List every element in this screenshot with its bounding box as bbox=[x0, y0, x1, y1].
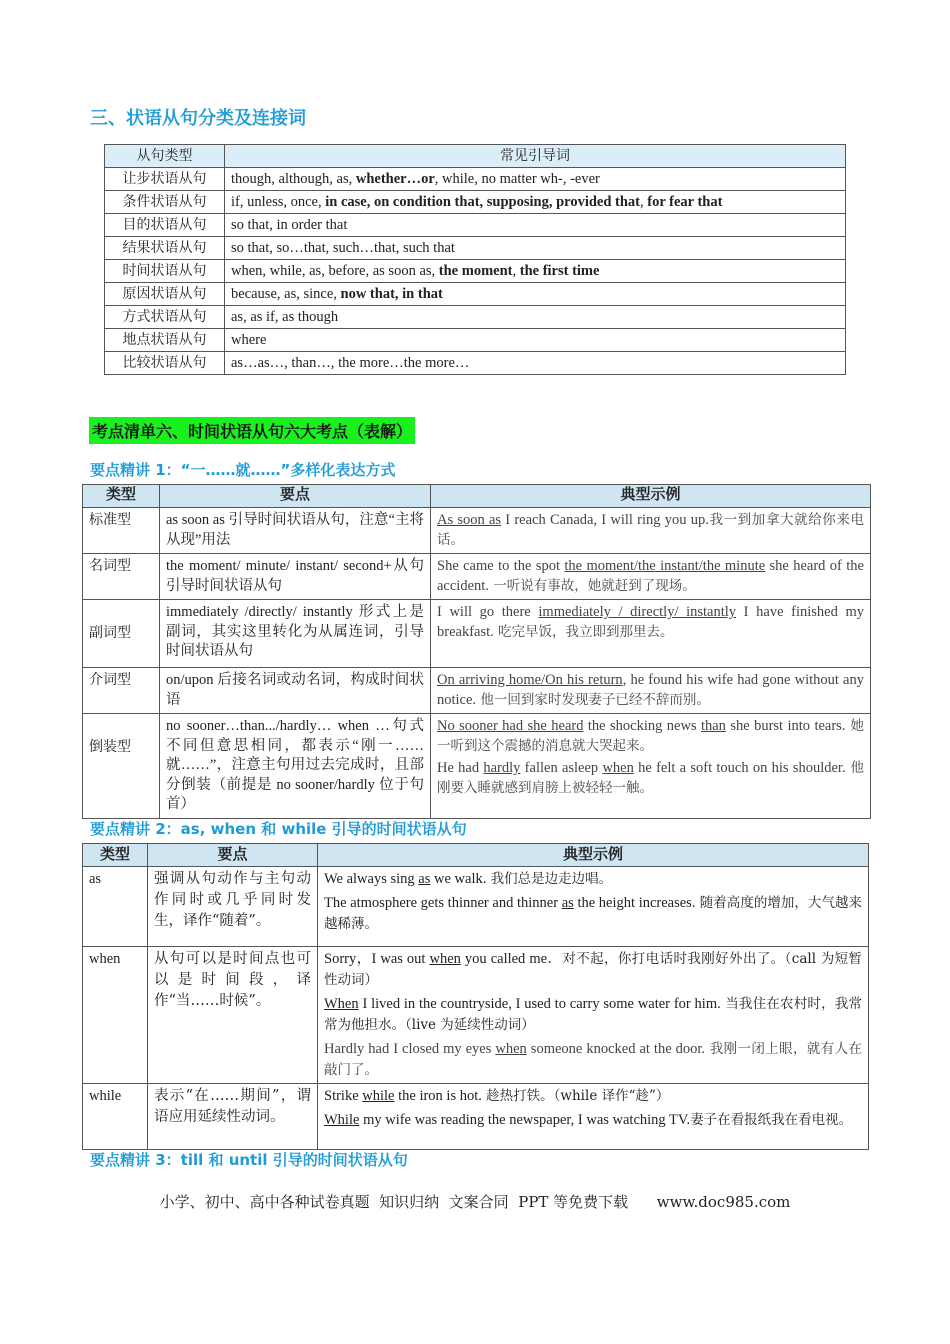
highlighted-section-title: 考点清单六、时间状语从句六大考点（表解） bbox=[89, 417, 415, 444]
connectors: as…as…, than…, the more…the more… bbox=[225, 352, 846, 375]
example-sentence: We always sing as we walk. 我们总是边走边唱。 bbox=[324, 871, 613, 887]
table-row bbox=[105, 168, 846, 191]
clause-type: 目的状语从句 bbox=[105, 214, 225, 237]
point2-title: 要点精讲 2：as, when 和 while 引导的时间状语从句 bbox=[90, 820, 467, 838]
row-example: As soon as I reach Canada, I will ring you up.我一到加拿大就给你来电话。 bbox=[431, 508, 871, 554]
row-example: She came to the spot the moment/the instant/the minute she heard of the accident. 一听说有事故，她就赶到了现场。 bbox=[431, 554, 871, 600]
connectors: if, unless, once, in case, on condition that, supposing, provided that, for fear that bbox=[225, 191, 846, 214]
row-type: 介词型 bbox=[83, 668, 160, 714]
connectors: as, as if, as though bbox=[225, 306, 846, 329]
row-type: when bbox=[83, 947, 148, 1084]
col-header-type: 类型 bbox=[83, 844, 148, 867]
row-type: 副词型 bbox=[83, 600, 160, 668]
col-header-point: 要点 bbox=[148, 844, 318, 867]
example-sentence: Strike while the iron is hot. 趁热打铁。（while 译作“趁”） bbox=[324, 1088, 670, 1104]
table-row bbox=[83, 508, 871, 554]
table-row bbox=[105, 306, 846, 329]
col-header-connectors: 常见引导词 bbox=[225, 145, 846, 168]
example-sentence: He had hardly fallen asleep when he felt a soft touch on his shoulder. 他刚要入睡就感到肩膀上被轻轻一触。 bbox=[437, 760, 865, 796]
col-header-type: 从句类型 bbox=[105, 145, 225, 168]
row-point: 从句可以是时间点也可以是时间段，译作“当……时候”。 bbox=[148, 947, 318, 1084]
point1-table bbox=[82, 484, 871, 819]
connectors: where bbox=[225, 329, 846, 352]
row-type: 倒装型 bbox=[83, 714, 160, 819]
clause-type: 地点状语从句 bbox=[105, 329, 225, 352]
point2-table bbox=[82, 843, 869, 1150]
connectors: so that, in order that bbox=[225, 214, 846, 237]
connectors: when, while, as, before, as soon as, the moment, the first time bbox=[225, 260, 846, 283]
row-example bbox=[318, 1084, 869, 1150]
table-row bbox=[105, 352, 846, 375]
connectors: so that, so…that, such…that, such that bbox=[225, 237, 846, 260]
row-type: as bbox=[83, 867, 148, 947]
table-row bbox=[83, 867, 869, 947]
clause-type: 条件状语从句 bbox=[105, 191, 225, 214]
section-title: 三、状语从句分类及连接词 bbox=[90, 108, 306, 129]
table-header-row bbox=[83, 844, 869, 867]
row-point: as soon as 引导时间状语从句，注意“主将从现”用法 bbox=[160, 508, 431, 554]
page-footer: 小学、初中、高中各种试卷真题 知识归纳 文案合同 PPT 等免费下载 www.doc985.com bbox=[159, 1193, 791, 1211]
table-row bbox=[105, 237, 846, 260]
row-example: I will go there immediately / directly/ instantly I have finished my breakfast. 吃完早饭，我立即到那里去。 bbox=[431, 600, 871, 668]
table-row bbox=[105, 214, 846, 237]
table-row bbox=[83, 600, 871, 668]
example-sentence: While my wife was reading the newspaper, I was watching TV.妻子在看报纸我在看电视。 bbox=[324, 1112, 853, 1128]
table-row bbox=[105, 283, 846, 306]
clause-type: 时间状语从句 bbox=[105, 260, 225, 283]
clause-type: 方式状语从句 bbox=[105, 306, 225, 329]
point1-title: 要点精讲 1：“一……就……”多样化表达方式 bbox=[90, 461, 396, 479]
table-row bbox=[83, 947, 869, 1084]
example-sentence: The atmosphere gets thinner and thinner as the height increases. 随着高度的增加，大气越来越稀薄。 bbox=[324, 895, 862, 932]
adverbial-clause-table bbox=[104, 144, 846, 375]
connectors: because, as, since, now that, in that bbox=[225, 283, 846, 306]
clause-type: 比较状语从句 bbox=[105, 352, 225, 375]
example-sentence: When I lived in the countryside, I used to carry some water for him. 当我住在农村时，我常常为他担水。（live 为延续性动词） bbox=[324, 996, 862, 1033]
row-point: on/upon 后接名词或动名词，构成时间状语 bbox=[160, 668, 431, 714]
row-example bbox=[318, 867, 869, 947]
table-header-row bbox=[105, 145, 846, 168]
row-type: 标准型 bbox=[83, 508, 160, 554]
col-header-point: 要点 bbox=[160, 485, 431, 508]
row-point: the moment/ minute/ instant/ second+从句引导时间状语从句 bbox=[160, 554, 431, 600]
example-sentence: Hardly had I closed my eyes when someone knocked at the door. 我刚一闭上眼，就有人在敲门了。 bbox=[324, 1041, 862, 1078]
table-row bbox=[83, 1084, 869, 1150]
table-header-row bbox=[83, 485, 871, 508]
table-row bbox=[105, 191, 846, 214]
clause-type: 结果状语从句 bbox=[105, 237, 225, 260]
clause-type: 原因状语从句 bbox=[105, 283, 225, 306]
row-point: 表示“在……期间”，谓语应用延续性动词。 bbox=[148, 1084, 318, 1150]
row-example bbox=[318, 947, 869, 1084]
row-example bbox=[431, 714, 871, 819]
table-row bbox=[83, 554, 871, 600]
example-sentence: Sorry，I was out when you called me．对不起，你打电话时我刚好外出了。（call 为短暂性动词） bbox=[324, 951, 862, 988]
row-type: 名词型 bbox=[83, 554, 160, 600]
row-point: 强调从句动作与主句动作同时或几乎同时发生，译作“随着”。 bbox=[148, 867, 318, 947]
col-header-example: 典型示例 bbox=[431, 485, 871, 508]
table-row bbox=[105, 260, 846, 283]
row-point: no sooner…than.../hardly… when …句式不同但意思相同，都表示“刚一……就……”，注意主句用过去完成时，且部分倒装（前提是 no sooner/hardly 位于句首） bbox=[160, 714, 431, 819]
row-type: while bbox=[83, 1084, 148, 1150]
col-header-example: 典型示例 bbox=[318, 844, 869, 867]
clause-type: 让步状语从句 bbox=[105, 168, 225, 191]
row-example: On arriving home/On his return, he found his wife had gone without any notice. 他一回到家时发现妻子已经不辞而别。 bbox=[431, 668, 871, 714]
table-row bbox=[105, 329, 846, 352]
connectors: though, although, as, whether…or, while, no matter wh-, -ever bbox=[225, 168, 846, 191]
point3-title: 要点精讲 3：till 和 until 引导的时间状语从句 bbox=[90, 1151, 408, 1169]
table-row bbox=[83, 668, 871, 714]
example-sentence: No sooner had she heard the shocking news than she burst into tears. 她一听到这个震撼的消息就大哭起来。 bbox=[437, 718, 865, 754]
table-row bbox=[83, 714, 871, 819]
col-header-type: 类型 bbox=[83, 485, 160, 508]
row-point: immediately /directly/ instantly 形式上是副词，其实这里转化为从属连词，引导时间状语从句 bbox=[160, 600, 431, 668]
